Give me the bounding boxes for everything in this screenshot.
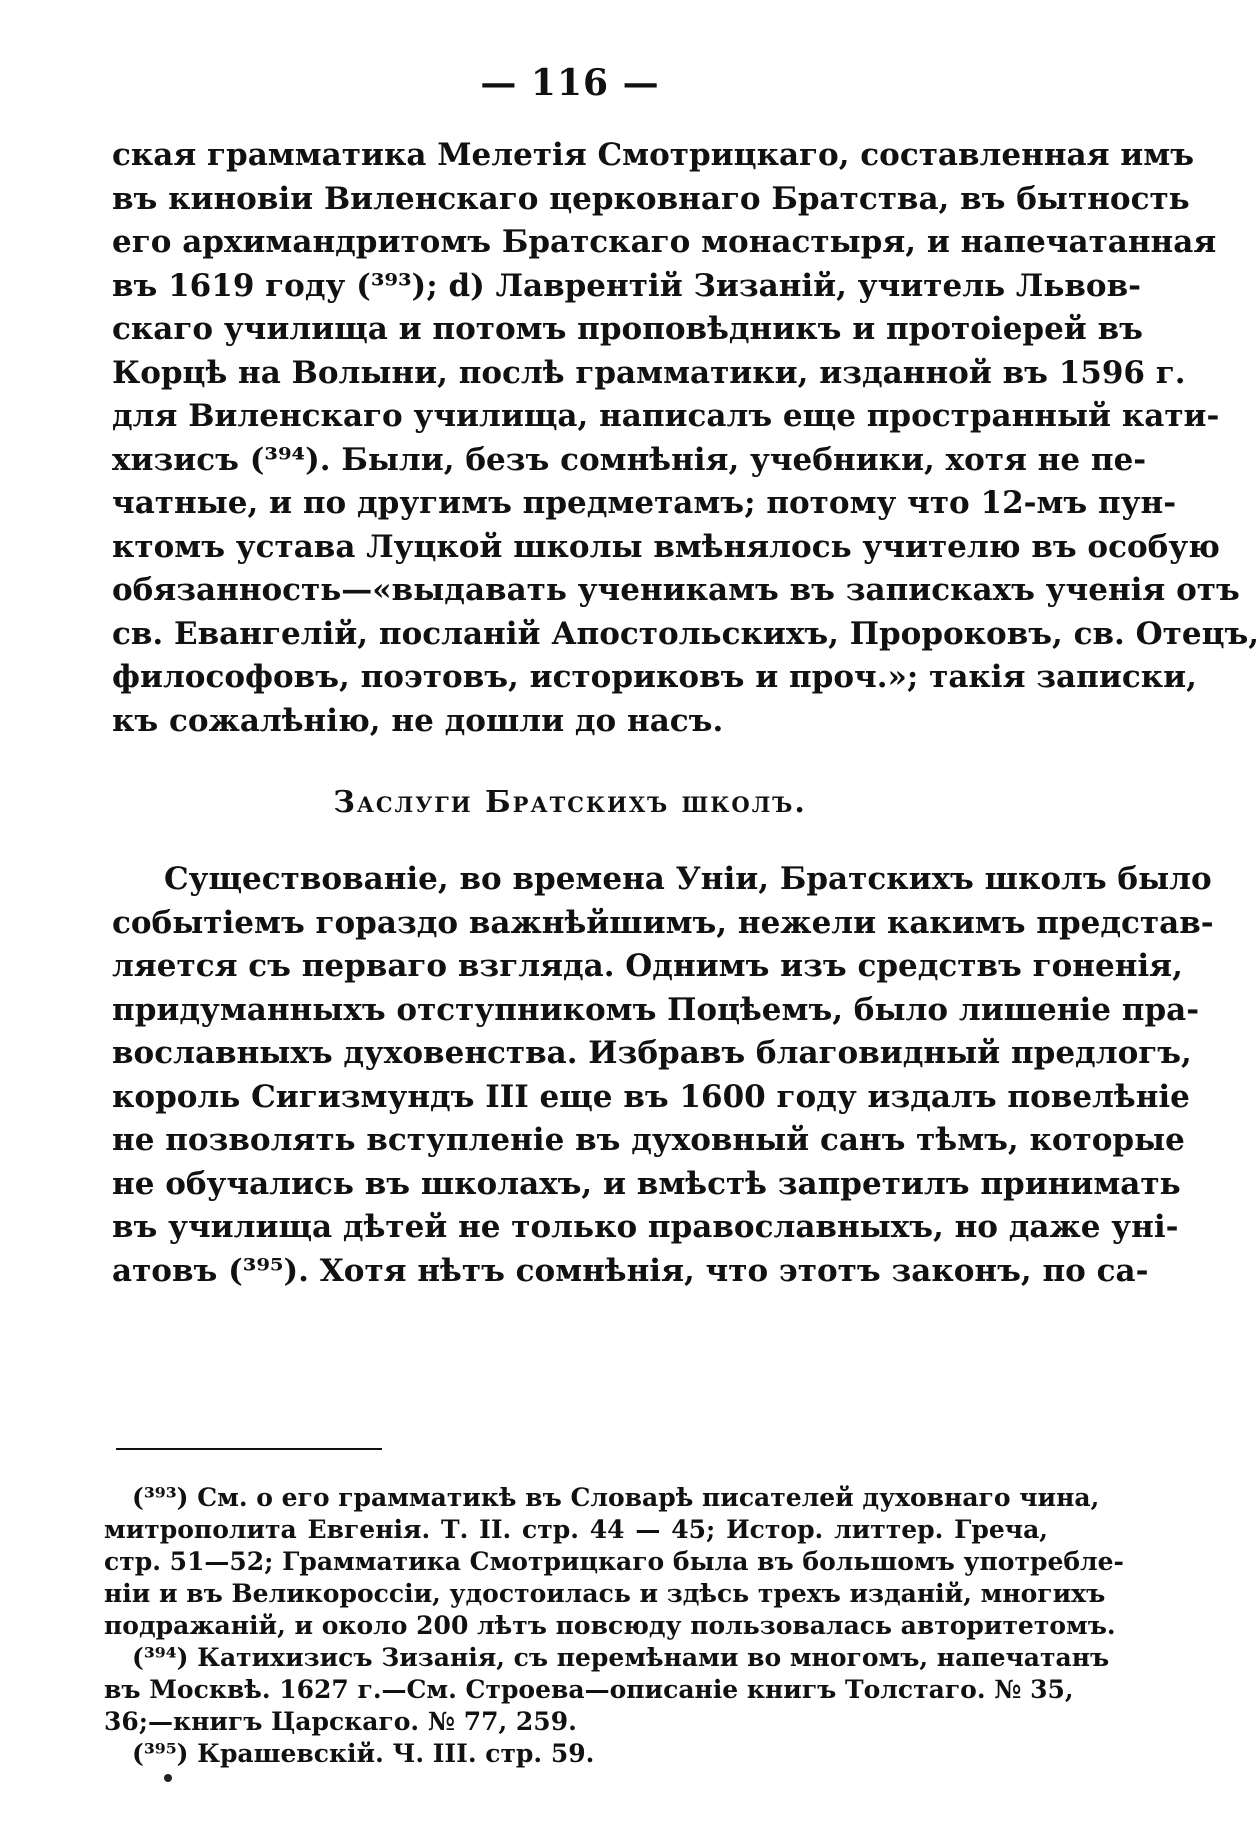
text-line: хизисъ (³⁹⁴). Были, безъ сомнѣнія, учебники, хотя не пе- <box>112 441 1147 478</box>
text-line: событіемъ гораздо важнѣйшимъ, нежели какимъ представ- <box>112 904 1214 941</box>
footnote-line: (³⁹⁵) Крашевскій. Ч. III. стр. 59. <box>132 1739 595 1768</box>
footnote-line: (³⁹⁴) Катихизисъ Зизанія, съ перемѣнами во многомъ, напечатанъ <box>132 1643 1110 1672</box>
text-line: не позволять вступленіе въ духовный санъ тѣмъ, которые <box>112 1122 1185 1158</box>
section-heading: Заслуги Братскихъ школъ. <box>333 785 807 820</box>
text-line: въ 1619 году (³⁹³); d) Лаврентій Зизаній, учитель Львов- <box>112 267 1141 304</box>
text-line: Корцѣ на Волыни, послѣ грамматики, изданной въ 1596 г. <box>112 354 1186 391</box>
footnote-line: стр. 51—52; Грамматика Смотрицкаго была въ большомъ употребле- <box>104 1547 1124 1576</box>
ink-speck-mark <box>164 1774 172 1782</box>
footnote-line: ніи и въ Великороссіи, удостоилась и здѣсь трехъ изданій, многихъ <box>104 1579 1106 1608</box>
footnote-line: митрополита Евгенія. Т. II. стр. 44 — 45; Истор. литтер. Греча, <box>104 1515 1048 1544</box>
footnote-divider <box>116 1448 382 1450</box>
text-line: придуманныхъ отступникомъ Поцѣемъ, было лишеніе пра- <box>112 991 1200 1028</box>
paragraph-1 <box>112 134 1259 743</box>
text-line: ктомъ устава Луцкой школы вмѣнялось учителю въ особую <box>112 528 1220 565</box>
footnotes <box>104 1482 1124 1770</box>
footnote-line: (³⁹³) См. о его грамматикѣ въ Словарѣ писателей духовнаго чина, <box>132 1483 1100 1512</box>
text-line: чатные, и по другимъ предметамъ; потому что 12-мъ пун- <box>112 485 1177 521</box>
footnote-line: 36;—книгъ Царскаго. № 77, 259. <box>104 1707 577 1736</box>
text-line: обязанность—«выдавать ученикамъ въ запискахъ ученія отъ <box>112 572 1240 608</box>
footnote-393 <box>104 1482 1124 1642</box>
text-line: король Сигизмундъ III еще въ 1600 году издалъ повелѣніе <box>112 1078 1190 1115</box>
footnote-395 <box>104 1738 1048 1770</box>
text-line: философовъ, поэтовъ, историковъ и проч.»; такія записки, <box>112 659 1197 695</box>
text-line: не обучались въ школахъ, и вмѣстѣ запретилъ принимать <box>112 1165 1181 1202</box>
text-line: ляется съ перваго взгляда. Однимъ изъ средствъ гоненія, <box>112 948 1183 984</box>
text-line: его архимандритомъ Братскаго монастыря, и напечатанная <box>112 224 1217 260</box>
page-number: — 116 — <box>480 62 660 104</box>
footnote-line: въ Москвѣ. 1627 г.—См. Строева—описаніе книгъ Толстаго. № 35, <box>104 1675 1074 1704</box>
footnote-line: подражаній, и около 200 лѣтъ повсюду пользовалась авторитетомъ. <box>104 1611 1116 1640</box>
text-line: скаго училища и потомъ проповѣдникъ и протоіерей въ <box>112 311 1143 347</box>
text-line: атовъ (³⁹⁵). Хотя нѣтъ сомнѣнія, что этотъ законъ, по са- <box>112 1252 1149 1289</box>
footnote-394 <box>104 1642 1110 1738</box>
text-line: въ училища дѣтей не только православныхъ, но даже уні- <box>112 1209 1179 1245</box>
text-line: Существованіе, во времена Уніи, Братскихъ школъ было <box>164 861 1212 897</box>
text-line: къ сожалѣнію, не дошли до насъ. <box>112 702 724 739</box>
text-line: въ киновіи Виленскаго церковнаго Братства, въ бытность <box>112 180 1190 217</box>
paragraph-2 <box>112 858 1214 1293</box>
text-line: св. Евангелій, посланій Апостольскихъ, Пророковъ, св. Отецъ, <box>112 615 1259 652</box>
text-line: ская грамматика Мелетія Смотрицкаго, составленная имъ <box>112 137 1195 173</box>
text-line: вославныхъ духовенства. Избравъ благовидный предлогъ, <box>112 1035 1192 1071</box>
text-line: для Виленскаго училища, написалъ еще пространный кати- <box>112 398 1220 434</box>
